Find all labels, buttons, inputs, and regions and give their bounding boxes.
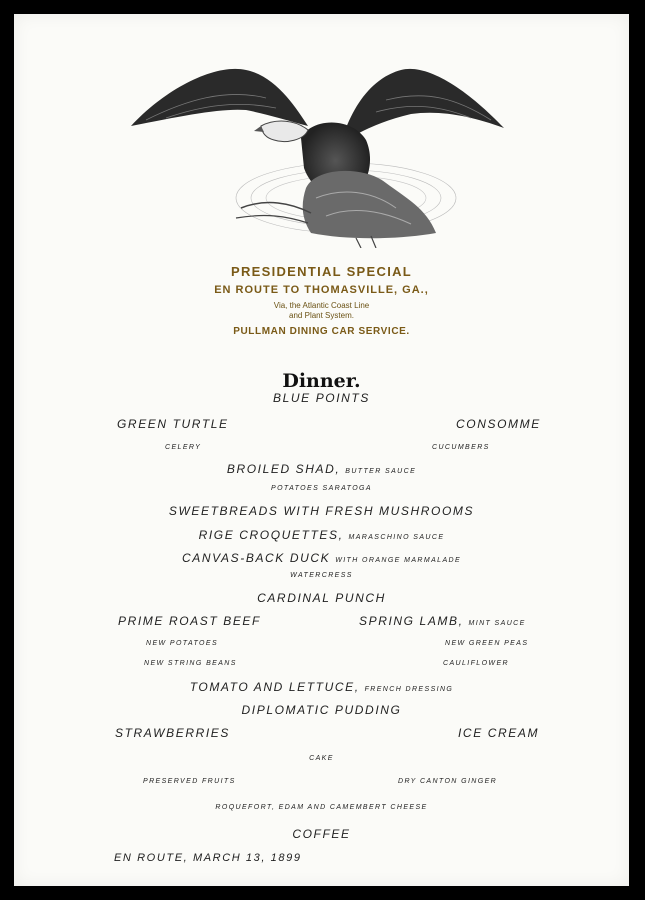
- header-title: PRESIDENTIAL SPECIAL: [230, 264, 413, 279]
- menu-tomato-lettuce: [14, 680, 629, 694]
- menu-canvasback-label: CANVAS-BACK DUCK: [181, 551, 331, 565]
- header-via-line-1: Via, the Atlantic Coast Line: [273, 301, 370, 310]
- menu-french-dressing: FRENCH DRESSING: [364, 686, 454, 693]
- menu-consomme: CONSOMME: [456, 417, 541, 431]
- menu-broiled-shad-label: BROILED SHAD,: [226, 462, 341, 476]
- header-route: EN ROUTE TO THOMASVILLE, GA.,: [214, 284, 429, 296]
- menu-watercress: WATERCRESS: [290, 572, 353, 579]
- menu-preserved-fruits: PRESERVED FRUITS: [143, 778, 236, 785]
- menu-mint-sauce: MINT SAUCE: [468, 620, 526, 627]
- menu-sweetbreads: SWEETBREADS WITH FRESH MUSHROOMS: [168, 504, 475, 518]
- menu-broiled-shad: [14, 462, 629, 476]
- menu-celery: CELERY: [165, 444, 202, 451]
- menu-new-green-peas: NEW GREEN PEAS: [445, 640, 529, 647]
- menu-strawberries: STRAWBERRIES: [115, 726, 230, 740]
- menu-maraschino-sauce: MARASCHINO SAUCE: [348, 534, 445, 541]
- menu-coffee: COFFEE: [292, 827, 351, 841]
- menu-rice-croquettes-label: RIGE CROQUETTES,: [198, 528, 344, 542]
- menu-butter-sauce: BUTTER SAUCE: [345, 468, 417, 475]
- menu-spring-lamb-label: SPRING LAMB,: [359, 614, 464, 628]
- menu-cheese: ROQUEFORT, EDAM AND CAMEMBERT CHEESE: [215, 804, 428, 811]
- menu-new-string-beans: NEW STRING BEANS: [144, 660, 237, 667]
- menu-cauliflower: CAULIFLOWER: [443, 660, 509, 667]
- eagle-icon: [126, 48, 506, 248]
- menu-cucumbers: CUCUMBERS: [432, 444, 490, 451]
- menu-prime-roast-beef: PRIME ROAST BEEF: [118, 614, 261, 628]
- menu-rice-croquettes: [14, 528, 629, 542]
- menu-diplomatic-pudding: DIPLOMATIC PUDDING: [241, 703, 402, 717]
- menu-tomato-lettuce-label: TOMATO AND LETTUCE,: [189, 680, 360, 694]
- menu-cardinal-punch: CARDINAL PUNCH: [257, 591, 386, 605]
- menu-canvasback-duck: [14, 551, 629, 565]
- header-service: PULLMAN DINING CAR SERVICE.: [233, 326, 410, 337]
- menu-blue-points: BLUE POINTS: [273, 391, 370, 405]
- menu-ice-cream: ICE CREAM: [458, 726, 540, 740]
- menu-orange-marmalade: WITH ORANGE MARMALADE: [335, 557, 462, 564]
- menu-dry-canton-ginger: DRY CANTON GINGER: [398, 778, 498, 785]
- menu-card: [14, 14, 629, 886]
- menu-spring-lamb: [359, 614, 526, 628]
- header-via-line-2: and Plant System.: [289, 311, 354, 320]
- menu-new-potatoes: NEW POTATOES: [146, 640, 219, 647]
- menu-cake: CAKE: [309, 755, 334, 762]
- footer-date: EN ROUTE, MARCH 13, 1899: [114, 852, 302, 864]
- menu-green-turtle: GREEN TURTLE: [117, 417, 229, 431]
- meal-title: Dinner.: [282, 370, 361, 392]
- menu-potatoes-saratoga: POTATOES SARATOGA: [271, 485, 372, 492]
